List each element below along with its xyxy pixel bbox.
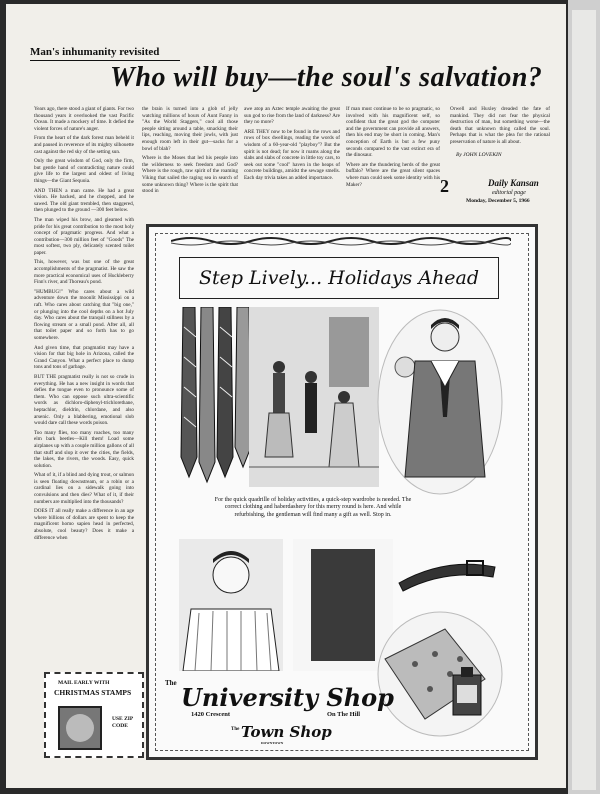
stamps-line-1: MAIL EARLY WITH — [58, 680, 110, 686]
paragraph: AND THEN a man came. He had a great vision. He hacked, and he chopped, and he sawed. The old giant trembled, then staggered, then plunged to the ground —300 feet below. — [34, 187, 134, 214]
paragraph: The man wiped his brow, and gleamed with pride for his great contribution to the most holy concept of pragmatic progress. And what a contribution—300 million feet of "Goods" The most softest, two ply, delicately scented toilet paper. — [34, 216, 134, 256]
paragraph: ARE THEY now to be found in the rows and rows of box dwellings, reading the words of wisdom of a 60-year-old "playboy"? But the spirit is not dead; for now it roams along the slabs and slabs of concrete in little toy cars, to seek out some "cool" haven in the heaps of concrete buildings, amidst the sewage smells. Each day trivia takes an added importance. — [244, 128, 340, 181]
ad-title: Step Lively... Holidays Ahead — [179, 257, 499, 299]
paragraph: Only the great wisdom of God, only the firm, but gentle hand of contradicting nature could give life to the largest and oldest of living things—the Giant Sequoia. — [34, 158, 134, 184]
dancers-illustration-icon — [249, 307, 379, 487]
article-column-4 — [346, 106, 440, 191]
shirt-illustration-icon — [179, 539, 283, 671]
article-column-5 — [450, 106, 550, 149]
shop-the-label: The — [165, 679, 177, 687]
article-column-3 — [244, 106, 340, 185]
paragraph: Orwell and Huxley dreaded the fate of mankind. They did not fear the physical destruction of man, but something worse—the death that unknown thing called the soul. Perhaps that is what the plea for the rational preservation of nature is all about. — [450, 106, 550, 145]
ad-copy: For the quick quadrille of holiday activities, a quick-step wardrobe is needed. The correct clothing and haberdashery for this merry round is here. And while refurbishing, the gentleman will find many a gift as well. Stop in. — [214, 497, 412, 518]
paragraph: What of it, if a blind and dying trout, or salmon is seen floating downstream, or a robin or a cardinal lies on a sidewalk going into convulsions and then dies? What of it, if their numbers are multiplied into the thousands? — [34, 472, 134, 505]
town-shop-name: Town Shop — [241, 723, 332, 741]
paragraph: From the heart of the dark forest man beheld it and paused in reverence of its mighty silhouette cast against the red sky of the setting sun. — [34, 135, 134, 155]
paragraph: awe atop an Aztec temple awaiting the great sun god to rise from the land of darkness? Are they no more? — [244, 106, 340, 126]
page-number: 2 — [440, 176, 449, 196]
newspaper-name: Daily Kansan — [488, 178, 539, 188]
headline: Who will buy—the soul's salvation? — [110, 62, 543, 93]
adjacent-page-strip — [572, 10, 596, 790]
paragraph: This, however, was but one of the great accomplishments of the pragmatist. He saw the more practical economical uses of Huckleberry Finn's river, and Thoreau's pond. — [34, 259, 134, 286]
section-label: editorial page — [492, 190, 526, 196]
paragraph: And given time, that pragmatist may have a vision for that big hole in Arizona, called the Grand Canyon. What a perfect place to dump tons and tons of garbage. — [34, 344, 134, 371]
advertisement — [146, 224, 538, 760]
byline: By JOHN LOVEKIN — [456, 152, 502, 158]
shop-location: On The Hill — [327, 711, 361, 718]
ornament-icon — [171, 235, 511, 247]
paragraph: Too many flies, too many roaches, too many elm bark beetles—Kill them! Load some airplanes up with a couple million gallons of all that stuff and slop it over the cities, the fields, the lakes, the rivers, the woods. Easy, quick solution. — [34, 429, 134, 469]
paragraph: BUT THE pragmatist really is not so crude in everything. He has a new insight in words that defies the tongue even to pronounce some of them. Who can oppose such ultra-scientific words as dichloro-diphenyl-trichlorethane, heptachlor, dieldrin, chlordane, and also arsenic. Only a blabbering, emotional slob would dare call these words poison. — [34, 373, 134, 427]
christmas-stamps-notice — [44, 672, 144, 758]
issue-date: Monday, December 5, 1966 — [466, 198, 530, 204]
shop-name: University Shop — [181, 683, 394, 712]
gentleman-illustration-icon — [375, 307, 505, 497]
paragraph: Where is the Moses that led his people into the wilderness to seek freedom and God? Where is the rough, raw spirit of the roaming Viking that sailed the raging sea in search of some unknown thing? Where is the spirit that stood in — [142, 155, 238, 195]
stamps-line-2: CHRISTMAS STAMPS — [54, 688, 132, 697]
paragraph: Where are the thundering herds of the great buffalo? Where are the great silent spaces where man could seek some identity with his Maker? — [346, 161, 440, 188]
belt-icon — [395, 553, 499, 597]
paragraph: "HUMBUG!" Who cares about a wild adventure down the moonlit Mississippi on a raft. Who cares about catching that "big one," or plunging into the cool depths on a hot July day. Who cares about the tranquil stillness by a flowing stream or a small pond. After all, all that toilet paper and so forth has to go somewhere. — [34, 288, 134, 341]
paragraph: If man must continue to be so pragmatic, so involved with his magnificent self, so confident that the great god the computer and the government can provide all answers, then his end may be short in coming. Man's conception of Earth is but a few puny seconds compared to the vast extinct era of the dinosaur. — [346, 106, 440, 159]
paragraph: the brain is turned into a glob of jelly watching millions of hours of Aunt Fanny in "As the World Staggers," cool all those people sitting around a table, smacking their lips, reaching, moving their jowls, with just enough room left in their gut—sacks for a bowl of blah? — [142, 106, 238, 152]
town-shop-sub: DOWNTOWN — [261, 741, 284, 745]
scarf-cologne-icon — [375, 609, 505, 739]
use-zip-code: USE ZIP CODE — [112, 716, 133, 729]
town-shop-the-label: The — [231, 727, 240, 732]
neckties-icon — [179, 307, 253, 487]
kicker-rule — [30, 60, 180, 61]
kicker: Man's inhumanity revisited — [30, 46, 160, 58]
article-column-2 — [142, 106, 238, 198]
paragraph: DOES IT all really make a difference in an age where billions of dollars are spent to keep the magnificent homo sapien head in perfected, absolute, cool beauty? Does it make a difference when — [34, 508, 134, 541]
article-column-1 — [34, 106, 134, 544]
shop-address: 1420 Crescent — [191, 711, 231, 718]
paragraph: Years ago, there stood a giant of giants. For two thousand years it overlooked the vast Pacific Ocean. It made a mockery of time. It defied the violent forces of nature's anger. — [34, 106, 134, 132]
stamp-icon — [58, 706, 102, 750]
